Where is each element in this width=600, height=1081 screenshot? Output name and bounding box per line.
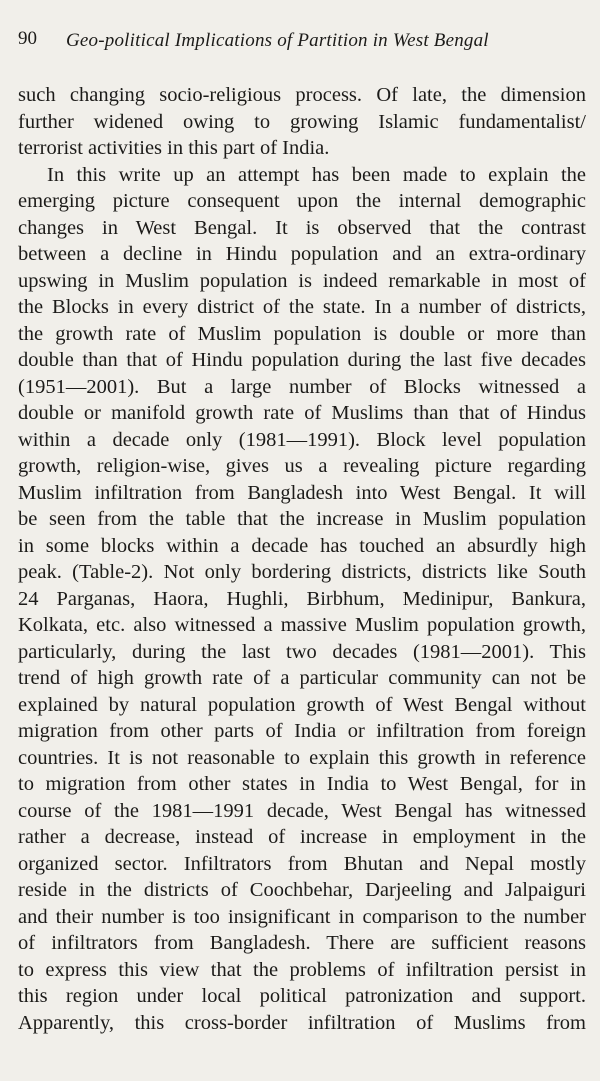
text-line: upswing in Muslim population is indeed remarkable in most of [18,269,586,292]
text-line: trend of high growth rate of a particular community can not be [18,667,586,689]
text-line: terrorist activities in this part of India. [18,137,330,159]
text-line: Kolkata, etc. also witnessed a massive Muslim population growth, [18,614,586,636]
text-line: particularly, during the last two decades (1981—2001). This [18,640,586,663]
text-line: further widened owing to growing Islamic fundamentalist/ [18,110,586,133]
text-line: countries. It is not reasonable to explain this growth in reference [18,746,586,769]
paragraph-first-line: In this write up an attempt has been made to explain the [47,163,586,186]
text-line: and their number is too insignificant in comparison to the number [18,905,586,928]
text-line: double than that of Hindu population during the last five decades [18,349,586,371]
text-line: reside in the districts of Coochbehar, Darjeeling and Jalpaiguri [18,879,586,901]
running-head [18,26,588,52]
text-line: Muslim infiltration from Bangladesh into West Bengal. It will [18,481,586,504]
text-line: this region under local political patronization and support. [18,985,586,1007]
running-title: Geo-political Implications of Partition in West Bengal [66,30,489,51]
text-line: growth, religion-wise, gives us a revealing picture regarding [18,455,586,477]
text-line: such changing socio-religious process. Of late, the dimension [18,84,586,106]
page-number: 90 [18,28,37,49]
text-line: to express this view that the problems of infiltration persist in [18,958,586,981]
text-line: peak. (Table-2). Not only bordering districts, districts like South [18,561,586,583]
text-line: the Blocks in every district of the state. In a number of districts, [18,296,586,318]
text-line: emerging picture consequent upon the internal demographic [18,190,586,212]
text-line: to migration from other states in India to West Bengal, for in [18,773,586,795]
text-line: of infiltrators from Bangladesh. There are sufficient reasons [18,932,586,954]
text-line: 24 Parganas, Haora, Hughli, Birbhum, Medinipur, Bankura, [18,587,586,610]
text-line: within a decade only (1981—1991). Block level population [18,428,586,451]
text-line: course of the 1981—1991 decade, West Bengal has witnessed [18,799,586,822]
text-line: changes in West Bengal. It is observed that the contrast [18,216,586,239]
text-line: explained by natural population growth of West Bengal without [18,693,586,716]
text-line: be seen from the table that the increase in Muslim population [18,508,586,530]
text-line: (1951—2001). But a large number of Blocks witnessed a [18,375,586,398]
text-line: Apparently, this cross-border infiltration of Muslims from [18,1011,586,1034]
text-line: in some blocks within a decade has touched an absurdly high [18,534,586,557]
text-line: between a decline in Hindu population and an extra-ordinary [18,243,586,265]
text-line: organized sector. Infiltrators from Bhutan and Nepal mostly [18,852,586,875]
text-line: double or manifold growth rate of Muslims than that of Hindus [18,402,586,424]
text-line: rather a decrease, instead of increase in employment in the [18,826,586,848]
text-line: the growth rate of Muslim population is double or more than [18,322,586,345]
text-line: migration from other parts of India or infiltration from foreign [18,720,586,742]
